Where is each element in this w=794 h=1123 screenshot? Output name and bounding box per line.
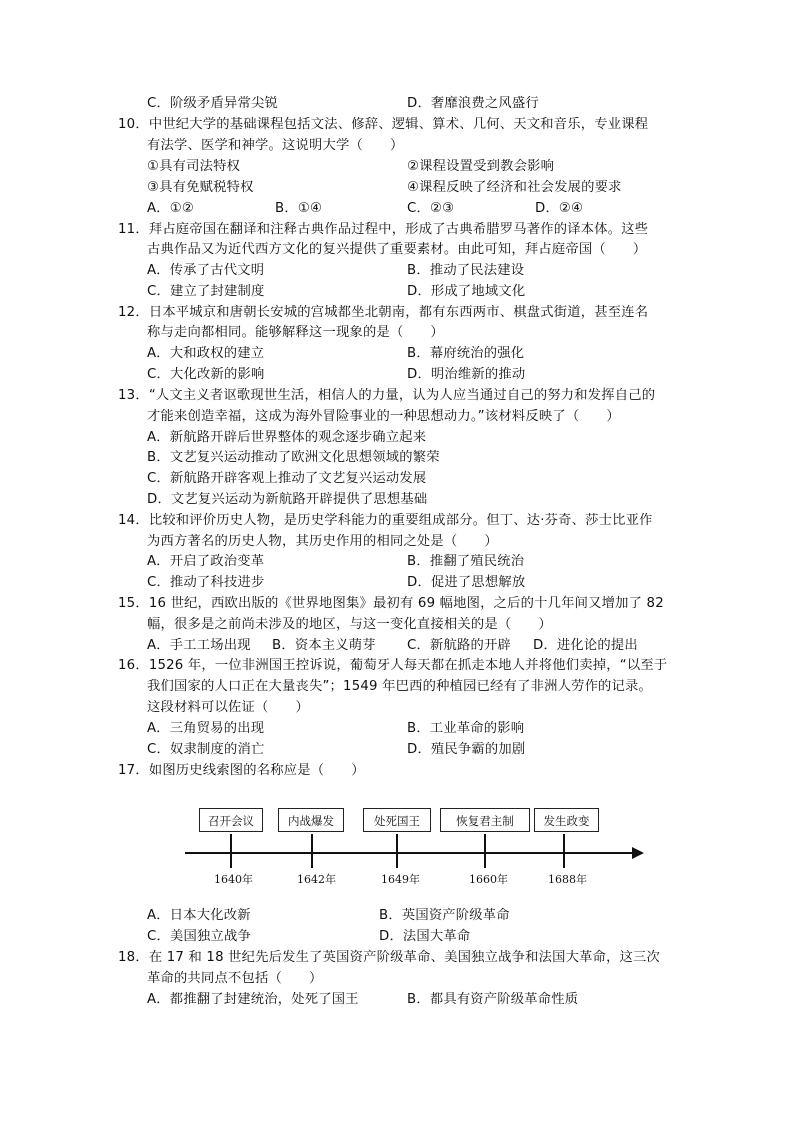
q10-statement-2: ②课程设置受到教会影响 (407, 159, 555, 174)
q17-stem: 17．如图历史线索图的名称应是（ ） (118, 763, 365, 778)
q17-option-c: C．美国独立战争 (147, 929, 251, 944)
q16-stem-line2: 我们国家的人口正在大量丧失”；1549 年巴西的种植园已经有了非洲人劳作的记录。 (147, 679, 653, 694)
q10-option-c: C．②③ (407, 201, 455, 216)
timeline-year-2: 1642年 (297, 873, 336, 886)
timeline-tick (396, 834, 398, 868)
timeline-axis (185, 852, 635, 854)
q13-stem-line2: 才能来创造幸福，这成为海外冒险事业的一种思想动力。”该材料反映了（ ） (147, 409, 620, 424)
timeline-year-3: 1649年 (381, 873, 420, 886)
q15-option-b: B．资本主义萌芽 (272, 638, 376, 653)
q11-stem-line1: 11．拜占庭帝国在翻译和注释古典作品过程中，形成了古典希腊罗马著作的译本体。这些 (118, 222, 649, 237)
q13-option-d: D．文艺复兴运动为新航路开辟提供了思想基础 (147, 492, 428, 507)
q10-statement-4: ④课程反映了经济和社会发展的要求 (407, 180, 622, 195)
q14-option-c: C．推动了科技进步 (147, 575, 265, 590)
q18-option-a: A．都推翻了封建统治，处死了国王 (147, 992, 359, 1007)
q15-option-a: A．手工工场出现 (147, 638, 251, 653)
q11-option-b: B．推动了民法建设 (407, 263, 525, 278)
q9-option-c: C．阶级矛盾异常尖锐 (147, 96, 278, 111)
q15-option-d: D．进化论的提出 (533, 638, 638, 653)
q14-option-d: D．促进了思想解放 (407, 575, 526, 590)
timeline-year-1: 1640年 (214, 873, 253, 886)
q10-statement-1: ①具有司法特权 (147, 159, 241, 174)
timeline-tick (230, 834, 232, 868)
q12-option-d: D．明治维新的推动 (407, 367, 526, 382)
q10-stem-line1: 10．中世纪大学的基础课程包括文法、修辞、逻辑、算术、几何、天文和音乐，专业课程 (118, 117, 649, 132)
q13-stem-line1: 13．“人文主义者讴歌现世生活，相信人的力量，认为人应当通过自己的努力和发挥自己的 (118, 388, 656, 403)
q15-stem-line1: 15．16 世纪，西欧出版的《世界地图集》最初有 69 幅地图，之后的十几年间又增加了 82 (118, 596, 664, 611)
q10-option-b: B．①④ (275, 201, 323, 216)
q18-stem-line2: 革命的共同点不包括（ ） (147, 971, 323, 986)
timeline-year-5: 1688年 (548, 873, 587, 886)
q13-option-c: C．新航路开辟客观上推动了文艺复兴运动发展 (147, 471, 427, 486)
timeline-event-5: 发生政变 (534, 808, 599, 832)
q18-option-b: B．都具有资产阶级革命性质 (407, 992, 579, 1007)
timeline-year-4: 1660年 (469, 873, 508, 886)
q17-option-a: A．日本大化改新 (147, 908, 251, 923)
q16-option-b: B．工业革命的影响 (407, 721, 525, 736)
q16-option-a: A．三角贸易的出现 (147, 721, 265, 736)
q10-option-d: D．②④ (535, 201, 584, 216)
q13-option-a: A．新航路开辟后世界整体的观念逐步确立起来 (147, 430, 427, 445)
q18-stem-line1: 18．在 17 和 18 世纪先后发生了英国资产阶级革命、美国独立战争和法国大革命，这三次 (118, 950, 661, 965)
q11-option-d: D．形成了地域文化 (407, 284, 526, 299)
q11-option-c: C．建立了封建制度 (147, 284, 265, 299)
timeline-tick (311, 834, 313, 868)
q10-option-a: A．①② (147, 201, 195, 216)
timeline-tick (563, 834, 565, 868)
timeline-event-1: 召开会议 (199, 808, 263, 832)
timeline-event-3: 处死国王 (363, 808, 431, 832)
q16-option-d: D．殖民争霸的加剧 (407, 742, 526, 757)
q14-option-b: B．推翻了殖民统治 (407, 554, 525, 569)
q16-stem-line1: 16．1526 年，一位非洲国王控诉说，葡萄牙人每天都在抓走本地人并将他们卖掉，“以至于 (118, 658, 668, 673)
q17-option-d: D．法国大革命 (379, 929, 471, 944)
q9-option-d: D．奢靡浪费之风盛行 (407, 96, 539, 111)
q11-stem-line2: 古典作品又为近代西方文化的复兴提供了重要素材。由此可知，拜占庭帝国（ ） (147, 242, 647, 257)
q15-stem-line2: 幅，很多是之前尚未涉及的地区，与这一变化直接相关的是（ ） (147, 617, 552, 632)
timeline-event-2: 内战爆发 (278, 808, 344, 832)
timeline-tick (484, 834, 486, 868)
q14-stem-line2: 为西方著名的历史人物，其历史作用的相同之处是（ ） (147, 534, 498, 549)
q15-option-c: C．新航路的开辟 (407, 638, 511, 653)
q13-option-b: B．文艺复兴运动推动了欧洲文化思想领域的繁荣 (147, 450, 440, 465)
q12-option-b: B．幕府统治的强化 (407, 346, 525, 361)
timeline-arrow-icon (632, 847, 644, 859)
q14-option-a: A．开启了政治变革 (147, 554, 265, 569)
q14-stem-line1: 14．比较和评价历史人物，是历史学科能力的重要组成部分。但丁、达·芬奇、莎士比亚作 (118, 513, 653, 528)
q12-option-a: A．大和政权的建立 (147, 346, 265, 361)
q17-option-b: B．英国资产阶级革命 (379, 908, 510, 923)
q16-stem-line3: 这段材料可以佐证（ ） (147, 700, 309, 715)
q12-stem-line2: 称与走向都相同。能够解释这一现象的是（ ） (147, 325, 444, 340)
q10-stem-line2: 有法学、医学和神学。这说明大学（ ） (147, 138, 404, 153)
q12-option-c: C．大化改新的影响 (147, 367, 265, 382)
q11-option-a: A．传承了古代文明 (147, 263, 265, 278)
timeline-event-4: 恢复君主制 (440, 808, 530, 832)
q10-statement-3: ③具有免赋税特权 (147, 180, 254, 195)
q16-option-c: C．奴隶制度的消亡 (147, 742, 265, 757)
q12-stem-line1: 12．日本平城京和唐朝长安城的宫城都坐北朝南，都有东西两市、棋盘式街道，甚至连名 (118, 305, 649, 320)
